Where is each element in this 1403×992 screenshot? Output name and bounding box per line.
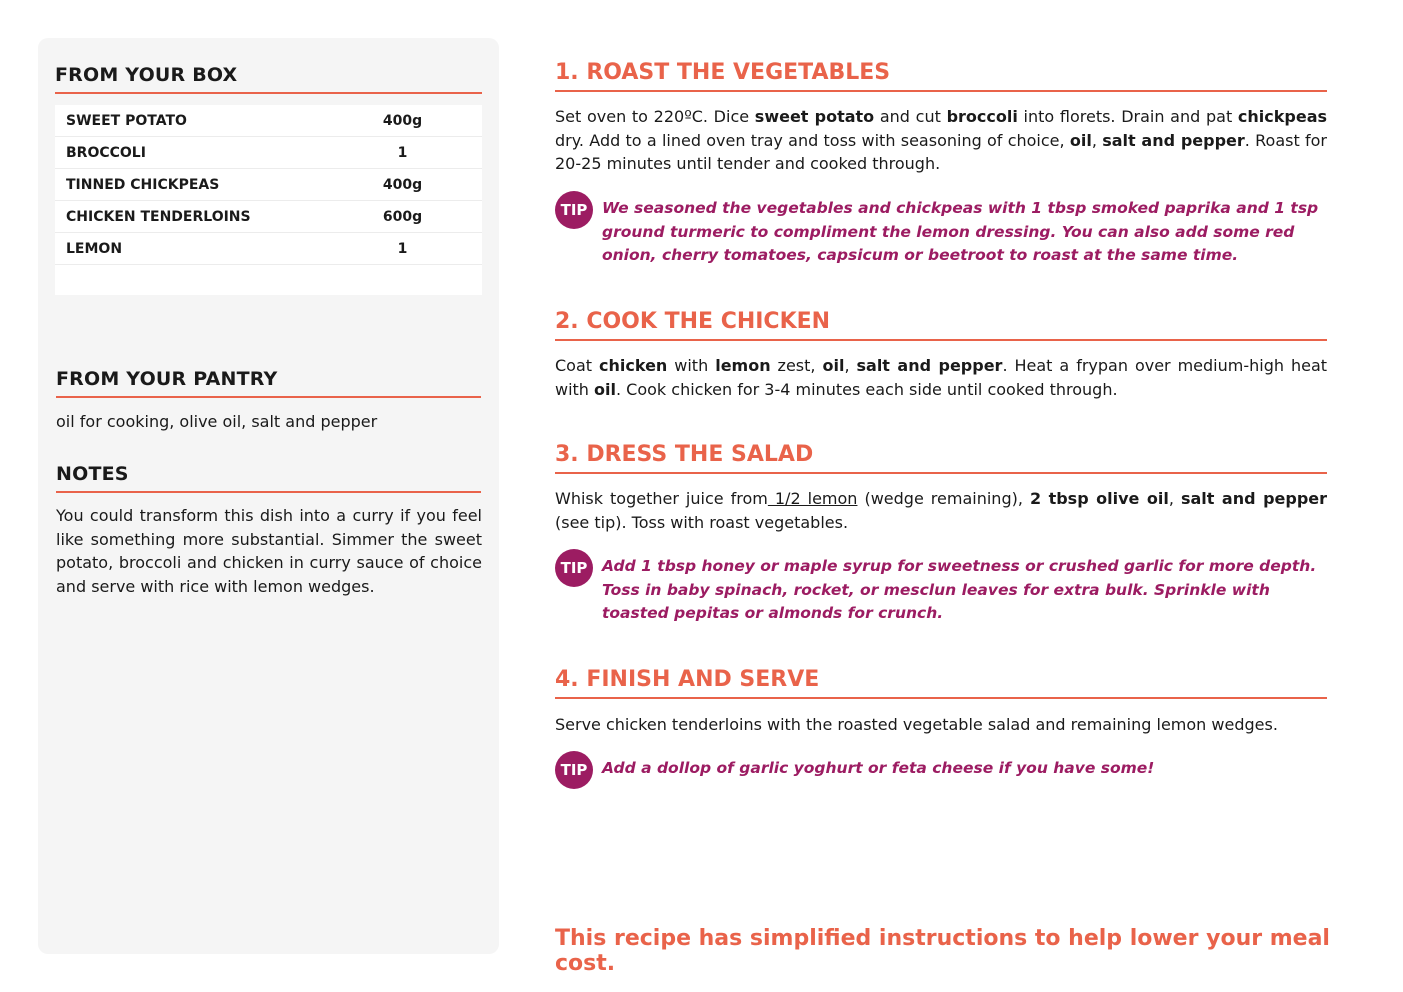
body-text: (wedge remaining), <box>857 489 1030 508</box>
step-4-heading: 4. FINISH AND SERVE <box>555 667 1327 699</box>
body-text: with <box>667 356 716 375</box>
step-4-body <box>555 713 1327 737</box>
ingredient-quantity: 1 <box>397 144 408 161</box>
bold-ingredient: salt and pepper <box>1180 489 1328 508</box>
footer-note: This recipe has simplified instructions to help lower your meal cost. <box>555 926 1330 976</box>
body-text: . Heat a frypan over medium-high heat with <box>555 356 1328 399</box>
bold-ingredient: oil <box>822 356 845 375</box>
ingredient-name: TINNED CHICKPEAS <box>66 176 220 193</box>
ingredient-quantity: 400g <box>382 176 423 193</box>
body-text: , <box>1168 489 1181 508</box>
ingredient-quantity: 1 <box>397 240 408 257</box>
table-row <box>55 105 482 137</box>
table-row <box>55 233 482 265</box>
tip-text: Add 1 tbsp honey or maple syrup for sweetness or crushed garlic for more depth. Toss in baby spinach, rocket, or mesclun leaves for extra bulk. Sprinkle with toasted pepitas or almonds for crunch. <box>602 557 1317 622</box>
step-4-tip <box>555 752 1327 789</box>
body-text: into florets. Drain and pat <box>1017 107 1238 126</box>
bold-ingredient: salt and pepper <box>1102 130 1245 150</box>
step-3-tip <box>555 550 1327 626</box>
body-text: Set oven to 220ºC. Dice <box>555 107 755 126</box>
tip-text: Add a dollop of garlic yoghurt or feta cheese if you have some! <box>602 759 1155 777</box>
bold-ingredient: 2 tbsp olive oil <box>1029 489 1169 508</box>
step-3-body <box>555 487 1327 534</box>
notes-text: You could transform this dish into a curry if you feel like something more substantial. Simmer the sweet potato, broccoli and chicken in curry sauce of choice and serve with rice with lemon wedges. <box>56 506 482 596</box>
tip-badge-icon: TIP <box>555 549 593 587</box>
step-1-tip <box>555 192 1327 268</box>
ingredient-name: SWEET POTATO <box>66 112 187 129</box>
tip-badge-icon: TIP <box>555 751 593 789</box>
ingredient-quantity: 600g <box>382 208 423 225</box>
body-text: (see tip). Toss with roast vegetables. <box>555 512 849 532</box>
from-your-box-table <box>55 105 482 295</box>
body-text: , <box>1091 130 1103 150</box>
bold-ingredient: chickpeas <box>1237 107 1328 126</box>
bold-ingredient: oil <box>594 379 616 399</box>
ingredient-name: CHICKEN TENDERLOINS <box>66 208 251 225</box>
tip-badge-icon: TIP <box>555 191 593 229</box>
pantry-text: oil for cooking, olive oil, salt and pepper <box>56 412 378 431</box>
body-text: dry. Add to a lined oven tray and toss with seasoning of choice, <box>555 130 1070 150</box>
bold-ingredient: salt and pepper <box>856 356 1003 375</box>
bold-ingredient: chicken <box>599 356 668 375</box>
step-2-body <box>555 354 1327 401</box>
body-text: zest, <box>770 356 823 375</box>
step-1-body <box>555 105 1327 176</box>
ingredient-name: BROCCOLI <box>66 144 146 161</box>
tip-text: We seasoned the vegetables and chickpeas with 1 tbsp smoked paprika and 1 tsp ground turmeric to compliment the lemon dressing. You can also add some red onion, cherry tomatoes, capsicum or beetroot to roast at the same time. <box>602 199 1319 264</box>
body-text: Coat <box>555 356 600 375</box>
body-text: . Cook chicken for 3-4 minutes each side until cooked through. <box>616 379 1118 399</box>
table-row <box>55 169 482 201</box>
table-row <box>55 137 482 169</box>
body-text: , <box>844 356 857 375</box>
step-3-heading: 3. DRESS THE SALAD <box>555 442 1327 474</box>
step-2-heading: 2. COOK THE CHICKEN <box>555 309 1327 341</box>
bold-ingredient: broccoli <box>946 107 1018 126</box>
ingredient-name: LEMON <box>66 240 123 257</box>
notes-heading: NOTES <box>56 463 481 493</box>
body-text: Serve chicken tenderloins with the roasted vegetable salad and remaining lemon wedges. <box>555 715 1278 734</box>
underlined-text: 1/2 lemon <box>767 489 858 508</box>
bold-ingredient: lemon <box>715 356 771 375</box>
step-1-heading: 1. ROAST THE VEGETABLES <box>555 60 1327 92</box>
body-text: Whisk together juice from <box>555 489 768 508</box>
body-text: and cut <box>874 107 947 126</box>
from-your-box-heading: FROM YOUR BOX <box>55 64 482 94</box>
bold-ingredient: oil <box>1069 130 1092 150</box>
bold-ingredient: sweet potato <box>754 107 875 126</box>
ingredients-panel <box>38 38 499 954</box>
ingredient-quantity: 400g <box>382 112 423 129</box>
table-row <box>55 201 482 233</box>
from-your-pantry-heading: FROM YOUR PANTRY <box>56 368 481 398</box>
body-text: . Roast for 20-25 minutes until tender and cooked through. <box>555 130 1328 173</box>
